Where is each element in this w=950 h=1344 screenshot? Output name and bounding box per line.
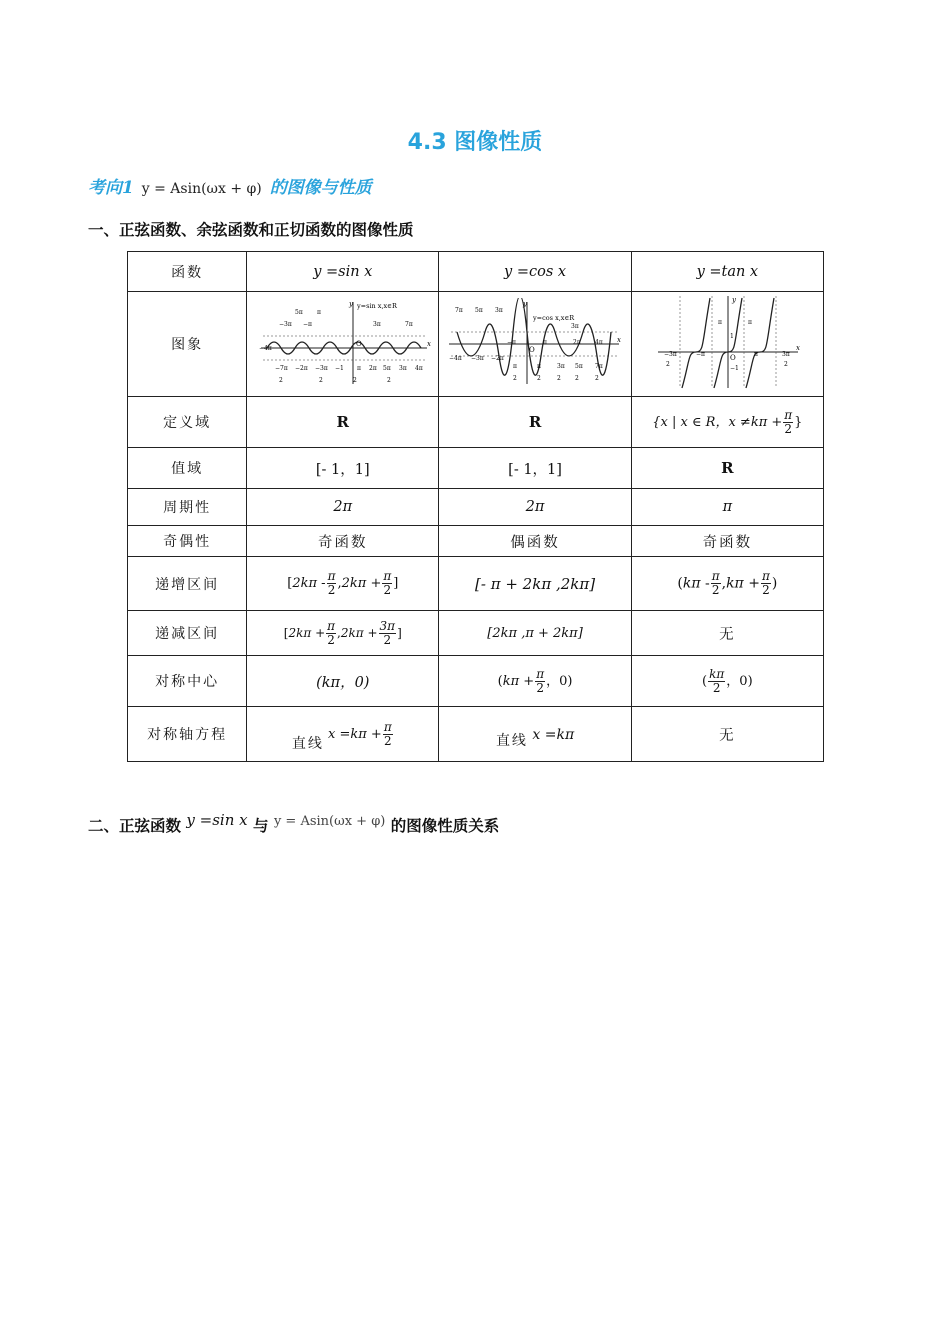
svg-text:3π: 3π — [398, 365, 407, 372]
svg-text:−π: −π — [302, 321, 312, 328]
svg-text:−2π: −2π — [491, 355, 504, 362]
table-row-range — [128, 448, 824, 489]
header-tan: y =tan x — [631, 252, 823, 292]
header-sin: y =sin x — [247, 252, 439, 292]
svg-text:−3π: −3π — [471, 355, 484, 362]
period-cos: 2π — [439, 489, 631, 526]
svg-text:x: x — [426, 340, 431, 348]
svg-text:3π: 3π — [557, 363, 565, 370]
axis-sin-value: x =kπ + — [328, 726, 382, 742]
svg-text:2: 2 — [278, 377, 283, 384]
range-tan — [631, 448, 823, 489]
axis-tan: 无 — [631, 707, 823, 762]
table-row-domain — [128, 397, 824, 448]
svg-text:2π: 2π — [573, 339, 581, 346]
range-tan-value: R — [721, 459, 734, 477]
range-cos: [- 1，1] — [439, 448, 631, 489]
header-label: 函数 — [128, 252, 247, 292]
kaoxiang-prefix: 考向1 — [88, 178, 134, 198]
svg-text:x: x — [796, 344, 801, 352]
svg-text:O: O — [730, 354, 737, 362]
svg-text:3π: 3π — [571, 323, 579, 330]
svg-text:−2π: −2π — [294, 365, 308, 372]
svg-text:π: π — [718, 319, 723, 326]
svg-text:2: 2 — [386, 377, 391, 384]
svg-text:−7π: −7π — [274, 365, 288, 372]
heading-two-mid: 与 — [253, 817, 269, 835]
period-tan: π — [631, 489, 823, 526]
svg-text:−π: −π — [507, 339, 517, 346]
axis-label: 对称轴方程 — [128, 707, 247, 762]
svg-text:−3π: −3π — [314, 365, 328, 372]
parity-tan: 奇函数 — [631, 526, 823, 557]
parity-label: 奇偶性 — [128, 526, 247, 557]
parity-cos: 偶函数 — [439, 526, 631, 557]
svg-text:3π: 3π — [782, 351, 791, 358]
svg-text:−3π: −3π — [278, 321, 292, 328]
svg-text:x: x — [617, 336, 621, 344]
tan-graph — [652, 294, 802, 390]
center-label: 对称中心 — [128, 656, 247, 707]
svg-text:y: y — [523, 300, 528, 308]
svg-text:1: 1 — [730, 333, 735, 340]
svg-text:3π: 3π — [495, 307, 503, 314]
heading-two — [88, 811, 500, 836]
heading-two-prefix: 二、正弦函数 — [88, 817, 182, 835]
table-row-period — [128, 489, 824, 526]
svg-text:2: 2 — [557, 375, 561, 382]
increasing-sin: [2kπ - $\frac{\pi}{2}$ ,2kπ + $\frac{\pi}{2}$ ] — [247, 557, 439, 611]
svg-text:5π: 5π — [294, 309, 303, 316]
increasing-cos: [- π + 2kπ ,2kπ] — [439, 557, 631, 611]
svg-text:5π: 5π — [475, 307, 483, 314]
svg-text:−4π: −4π — [258, 345, 272, 352]
page-title: 4.3 图像性质 — [407, 130, 543, 155]
svg-text:−1: −1 — [730, 365, 740, 372]
domain-sin — [247, 397, 439, 448]
svg-text:π: π — [537, 363, 541, 370]
axis-sin: 直线 x =kπ + $\frac{\pi}{2}$ — [247, 707, 439, 762]
svg-text:π: π — [543, 339, 547, 346]
tan-graph-cell — [631, 292, 823, 397]
graph-label: 图象 — [128, 292, 247, 397]
svg-text:2: 2 — [318, 377, 323, 384]
axis-cos-value: x =kπ — [532, 727, 575, 743]
table-row-axis — [128, 707, 824, 762]
range-label: 值域 — [128, 448, 247, 489]
properties-table — [127, 251, 824, 762]
svg-text:π: π — [513, 363, 517, 370]
svg-text:O: O — [529, 346, 535, 354]
domain-cos — [439, 397, 631, 448]
svg-text:7π: 7π — [404, 321, 413, 328]
svg-text:π: π — [748, 319, 753, 326]
heading-two-suffix: 的图像性质关系 — [390, 817, 500, 835]
domain-label: 定义域 — [128, 397, 247, 448]
svg-text:π: π — [754, 351, 759, 358]
svg-text:π: π — [316, 309, 321, 316]
table-row-decreasing — [128, 611, 824, 656]
table-row-parity — [128, 526, 824, 557]
svg-text:π: π — [356, 365, 361, 372]
table-row-graph — [128, 292, 824, 397]
svg-text:5π: 5π — [382, 365, 391, 372]
domain-tan-b: } — [794, 414, 803, 430]
center-cos: (kπ + $\frac{\pi}{2}$ ，0) — [439, 656, 631, 707]
table-row-center — [128, 656, 824, 707]
sin-graph — [253, 298, 433, 386]
axis-sin-prefix: 直线 — [291, 735, 324, 752]
cos-graph-caption: y=cos x,x∈R — [533, 314, 575, 322]
svg-text:4π: 4π — [414, 365, 423, 372]
svg-text:2: 2 — [666, 361, 671, 368]
increasing-label: 递增区间 — [128, 557, 247, 611]
heading-two-formula-1: y =sin x — [186, 811, 248, 829]
svg-text:3π: 3π — [372, 321, 381, 328]
center-tan: ( $\frac{k\pi}{2}$ ，0) — [631, 656, 823, 707]
period-label: 周期性 — [128, 489, 247, 526]
increasing-tan: (kπ - $\frac{\pi}{2}$ ,kπ + $\frac{\pi}{2}$ ) — [631, 557, 823, 611]
svg-text:−1: −1 — [334, 365, 344, 372]
domain-cos-value: R — [528, 413, 542, 431]
domain-tan-a: {x | x ∈ R，x ≠kπ + — [652, 414, 783, 430]
svg-text:2: 2 — [513, 375, 517, 382]
cos-graph-cell — [439, 292, 631, 397]
parity-sin: 奇函数 — [247, 526, 439, 557]
decreasing-label: 递减区间 — [128, 611, 247, 656]
svg-text:5π: 5π — [575, 363, 583, 370]
period-sin: 2π — [247, 489, 439, 526]
decreasing-tan: 无 — [631, 611, 823, 656]
domain-tan: {x | x ∈ R，x ≠kπ + $\frac{\pi}{2}$ } — [631, 397, 823, 448]
heading-one: 一、正弦函数、余弦函数和正切函数的图像性质 — [88, 221, 414, 239]
section-heading-kaoxiang — [88, 173, 372, 198]
svg-text:−3π: −3π — [664, 351, 678, 358]
range-sin: [- 1，1] — [247, 448, 439, 489]
svg-text:y: y — [732, 296, 737, 304]
table-row-increasing — [128, 557, 824, 611]
heading-two-formula-2: y = Asin(ωx + φ) — [273, 814, 386, 829]
svg-text:2: 2 — [595, 375, 599, 382]
axis-cos — [439, 707, 631, 762]
svg-text:7π: 7π — [455, 307, 463, 314]
kaoxiang-suffix: 的图像与性质 — [269, 178, 372, 198]
domain-sin-value: R — [336, 413, 350, 431]
svg-text:2: 2 — [537, 375, 541, 382]
svg-text:O: O — [355, 340, 362, 348]
svg-text:7π: 7π — [595, 363, 603, 370]
sin-graph-cell — [247, 292, 439, 397]
svg-text:−π: −π — [696, 351, 706, 358]
header-cos: y =cos x — [439, 252, 631, 292]
svg-text:2: 2 — [352, 377, 357, 384]
svg-text:2: 2 — [575, 375, 579, 382]
table-row-header — [128, 252, 824, 292]
kaoxiang-formula: y = Asin(ωx + φ) — [141, 181, 262, 197]
cos-graph — [445, 298, 625, 386]
svg-text:y: y — [348, 300, 353, 308]
svg-text:2: 2 — [784, 361, 789, 368]
svg-text:4π: 4π — [595, 339, 603, 346]
axis-cos-prefix: 直线 — [495, 733, 528, 749]
decreasing-sin: [2kπ + $\frac{\pi}{2}$ ,2kπ + $\frac{3\pi}{2}$ ] — [247, 611, 439, 656]
center-sin: (kπ，0) — [247, 656, 439, 707]
decreasing-cos: [2kπ ,π + 2kπ] — [439, 611, 631, 656]
svg-text:−4π: −4π — [449, 355, 462, 362]
sin-graph-caption: y=sin x,x∈R — [356, 302, 397, 310]
svg-text:2π: 2π — [368, 365, 377, 372]
